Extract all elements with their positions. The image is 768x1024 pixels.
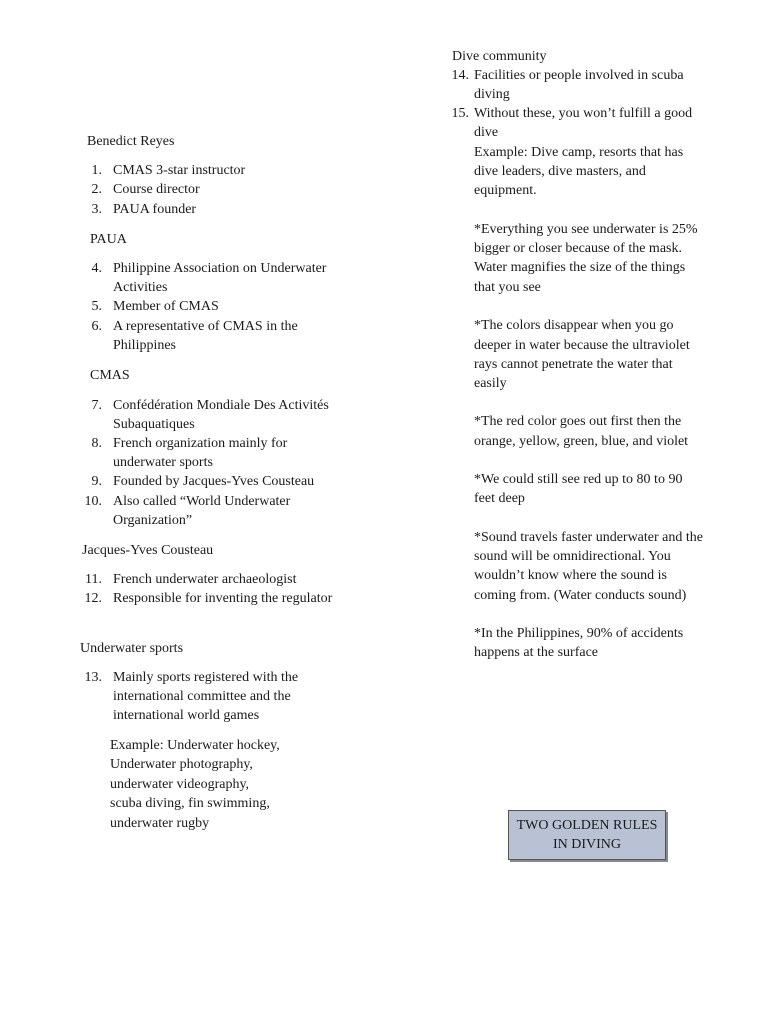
- note-line: *In the Philippines, 90% of accidents: [474, 626, 684, 641]
- item-number: 1.: [91, 163, 102, 178]
- note-line: wouldn’t know where the sound is: [474, 568, 667, 583]
- note-line: rays cannot penetrate the water that: [474, 357, 673, 372]
- list-item: Facilities or people involved in scuba: [474, 68, 684, 83]
- item-number: 9.: [91, 474, 102, 489]
- list-item: Philippine Association on Underwater: [113, 261, 327, 276]
- item-number: 13.: [84, 670, 102, 685]
- item-number: 3.: [91, 202, 102, 217]
- list-item: international world games: [113, 708, 260, 723]
- example-line: scuba diving, fin swimming,: [110, 796, 270, 811]
- note-line: *Everything you see underwater is 25%: [474, 222, 698, 237]
- heading-cousteau: Jacques-Yves Cousteau: [82, 543, 214, 558]
- item-number: 8.: [91, 436, 102, 451]
- item-number: 15.: [451, 106, 469, 121]
- list-item: Member of CMAS: [113, 299, 219, 314]
- list-item: Mainly sports registered with the: [113, 670, 299, 685]
- list-item: dive: [474, 125, 499, 140]
- note-line: that you see: [474, 280, 541, 295]
- list-item: Course director: [113, 182, 200, 197]
- list-item: Founded by Jacques-Yves Cousteau: [113, 474, 315, 489]
- heading-underwater-sports: Underwater sports: [80, 641, 184, 656]
- note-line: deeper in water because the ultraviolet: [474, 338, 690, 353]
- note-line: *The colors disappear when you go: [474, 318, 674, 333]
- list-item: underwater sports: [113, 455, 213, 470]
- list-item: Also called “World Underwater: [113, 494, 291, 509]
- example-line: Example: Underwater hockey,: [110, 738, 280, 753]
- note-line: sound will be omnidirectional. You: [474, 549, 671, 564]
- heading-dive-community: Dive community: [452, 49, 547, 64]
- list-item: international committee and the: [113, 689, 291, 704]
- item-number: 11.: [85, 572, 102, 587]
- item-number: 7.: [91, 398, 102, 413]
- heading-cmas: CMAS: [90, 368, 130, 383]
- list-item: Responsible for inventing the regulator: [113, 591, 333, 606]
- example-line: Underwater photography,: [110, 757, 253, 772]
- note-line: *The red color goes out first then the: [474, 414, 682, 429]
- list-item: CMAS 3-star instructor: [113, 163, 246, 178]
- list-item: Confédération Mondiale Des Activités: [113, 398, 329, 413]
- item-number: 4.: [91, 261, 102, 276]
- list-item: Organization”: [113, 513, 193, 528]
- item-number: 12.: [84, 591, 102, 606]
- item-number: 5.: [91, 299, 102, 314]
- example-line: underwater videography,: [110, 777, 250, 792]
- list-item: Subaquatiques: [113, 417, 195, 432]
- note-line: *We could still see red up to 80 to 90: [474, 472, 683, 487]
- heading-paua: PAUA: [90, 232, 127, 247]
- note-line: *Sound travels faster underwater and the: [474, 530, 703, 545]
- list-item: A representative of CMAS in the: [113, 319, 298, 334]
- note-line: happens at the surface: [474, 645, 598, 660]
- list-item: Activities: [113, 280, 168, 295]
- example-line: underwater rugby: [110, 816, 210, 831]
- list-item: French underwater archaeologist: [113, 572, 297, 587]
- golden-rules-line: TWO GOLDEN RULES: [516, 818, 658, 833]
- note-line: coming from. (Water conducts sound): [474, 588, 687, 603]
- item-number: 2.: [91, 182, 102, 197]
- note-line: feet deep: [474, 491, 525, 506]
- golden-rules-line: IN DIVING: [552, 837, 622, 852]
- item-number: 10.: [84, 494, 102, 509]
- list-item: diving: [474, 87, 510, 102]
- note-line: orange, yellow, green, blue, and violet: [474, 434, 689, 449]
- note-line: bigger or closer because of the mask.: [474, 241, 682, 256]
- item-number: 6.: [91, 319, 102, 334]
- heading-benedict: Benedict Reyes: [87, 134, 175, 149]
- note-line: easily: [474, 376, 507, 391]
- golden-rules-box: [508, 810, 666, 860]
- list-item: PAUA founder: [113, 202, 197, 217]
- item-number: 14.: [451, 68, 469, 83]
- list-item: Without these, you won’t fulfill a good: [474, 106, 693, 121]
- list-item: equipment.: [474, 183, 537, 198]
- list-item: Philippines: [113, 338, 177, 353]
- list-item: Example: Dive camp, resorts that has: [474, 145, 684, 160]
- list-item: dive leaders, dive masters, and: [474, 164, 646, 179]
- note-line: Water magnifies the size of the things: [474, 260, 686, 275]
- list-item: French organization mainly for: [113, 436, 288, 451]
